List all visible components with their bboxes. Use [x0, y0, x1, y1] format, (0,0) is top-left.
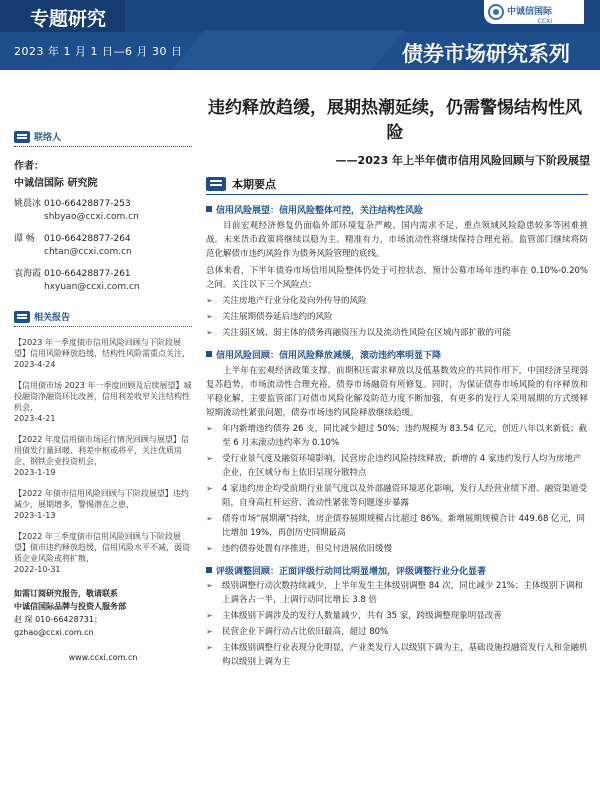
list-item-text: 违约债券处置有序推进，但兑付进展依旧缓慢 [222, 544, 393, 554]
subscription-contact: 赵 琛 010-66428731； [14, 615, 102, 624]
arrow-bullet-icon: ➢ [206, 484, 213, 493]
logo-text-group [507, 0, 552, 25]
list-item-text: 4 家违约房企均受前期行业景气度以及外部融资环境恶化影响，发行人经营业绩下滑、融资渠道受阻，自身高杠杆运营、流动性紧张等问题逐步暴露 [222, 484, 588, 508]
contact-email[interactable]: shbyao@ccxi.com.cn [44, 212, 139, 222]
list-item-text: 关注房地产行业分化及向外传导的风险 [222, 296, 367, 306]
contact-phone: 010-66428877-253 [44, 199, 131, 209]
contact-name: 姚晨冰 [14, 199, 42, 209]
company-logo [484, 0, 584, 24]
contacts-heading-label: 联络人 [34, 133, 62, 143]
section-heading-label: 本期要点 [232, 178, 276, 191]
header-band [0, 0, 600, 70]
logo-sub: CCXI [537, 18, 553, 25]
related-report-text: 【2023 年一季度债市信用风险回顾与下阶段展望】信用风险释放趋缓，结构性风险需重点关注， [14, 338, 190, 358]
list-item [206, 482, 588, 510]
related-report-date: 2023-4-24 [14, 360, 56, 369]
related-report-item[interactable] [14, 531, 192, 575]
header-decoration [155, 30, 405, 70]
key-point-title-text: 评级调整回顾：正面评级行动同比明显增加，评级调整行业分化显著 [216, 567, 487, 577]
page-subtitle: ——2023 年上半年债市信用风险回顾与下阶段展望 [335, 154, 590, 167]
related-report-date: 2023-4-21 [14, 414, 56, 423]
key-point-title-text: 信用风险展望：信用风险整体可控，关注结构性风险 [216, 206, 424, 216]
list-item-text: 关注弱区域、弱主体的债务再融资压力以及流动性风险在区域内部扩散的可能 [222, 328, 512, 338]
arrow-bullet-icon: ➢ [206, 454, 213, 463]
key-point-title [206, 348, 588, 361]
related-heading [14, 310, 192, 327]
page-title: 违约释放趋缓，展期热潮延续，仍需警惕结构性风险 [208, 98, 582, 143]
list-item [206, 310, 588, 324]
arrow-bullet-icon: ➢ [206, 514, 213, 523]
list-item [206, 579, 588, 607]
paragraph: 目前宏观经济修复仍面临外部环境复杂严峻、国内需求不足、重点领域风险隐患较多等困难挑战。未来货币政策将继续以稳为主、精准有力，市场流动性将继续保持合理充裕。监管部门继续将防范化解债市违约风险作为债务风险管理的底线。 [206, 221, 588, 259]
subscription-info [14, 587, 192, 664]
related-report-text: 【2022 年度信用债市场运行情况回顾与展望】信用债发行量回暖、利差中枢或将平，关注优质房企、钢铁企业投资机会， [14, 435, 189, 466]
related-report-date: 2023-1-13 [14, 511, 56, 520]
related-report-text: 【信用债市场 2023 年一季度回顾及后续展望】城投融资净融资环比改善，信用利差收窄关注结构性机会， [14, 381, 192, 412]
related-report-item[interactable] [14, 488, 192, 521]
contact-name: 谭 畅 [14, 234, 35, 244]
contact-phone: 010-66428877-261 [44, 269, 131, 279]
related-report-text: 【2022 年债市信用风险回顾与下阶段展望】违约减少，展期增多，警惕潜在之患， [14, 489, 189, 509]
section-heading [206, 176, 588, 195]
related-report-text: 【2022 年三季度债市信用风险回顾与下阶段展望】债市违约释放趋缓，信用风险水平不减，弱资质企业风险或将扩散， [14, 532, 190, 563]
main-content [206, 176, 588, 669]
sidebar [14, 130, 192, 664]
related-heading-label: 相关报告 [34, 313, 71, 323]
contact-name: 袁海霞 [14, 269, 42, 279]
subscription-line1: 如需订阅研究报告，敬请联系 [14, 589, 118, 598]
arrow-bullet-icon: ➢ [206, 296, 213, 305]
list-item [206, 452, 588, 480]
list-item [206, 326, 588, 340]
list-item-text: 民营企业下调行动占比依旧最高，超过 80% [222, 627, 389, 637]
arrow-bullet-icon: ➢ [206, 312, 213, 321]
logo-text: 中诚信国际 [507, 7, 553, 17]
related-icon [14, 311, 30, 323]
list-item-text: 级别调整行动次数持续减少，上半年发生主体级别调整 84 次，同比减少 21%；主体级别下调和上调各占一半，上调行动同比增长 3.8 倍 [222, 581, 583, 605]
list-item-text: 年内新增违约债券 26 支，同比减少超过 50%；违约规模为 83.54 亿元，创近八年以来新低；截至 6 月末滚动违约率为 0.10% [222, 424, 588, 448]
list-item [206, 625, 588, 639]
contact-email[interactable]: hxyuan@ccxi.com.cn [44, 282, 140, 292]
square-bullet-icon [206, 351, 212, 357]
list-item [206, 294, 588, 308]
key-point-title [206, 203, 588, 216]
authors-org: 中诚信国际 研究院 [14, 178, 98, 189]
related-report-item[interactable] [14, 380, 192, 424]
list-item [206, 422, 588, 450]
list-item-text: 受行业景气度及融资环境影响，民营房企违约风险持续释放，新增的 4 家违约发行人均为房地产企业，在区域分布上依旧呈现分散特点 [222, 454, 582, 478]
related-report-item[interactable] [14, 434, 192, 478]
list-item [206, 512, 588, 540]
list-item [206, 609, 588, 623]
website-link[interactable]: www.ccxi.com.cn [68, 653, 138, 662]
paragraph: 总体来看，下半年债券市场信用风险整体仍处于可控状态，预计公募市场年违约率在 0.10%-0.20%之间。关注以下三个风险点： [206, 266, 588, 290]
key-point-title [206, 564, 588, 577]
subscription-email[interactable]: gzhao@ccxi.com.cn [14, 628, 94, 637]
section-icon [206, 177, 226, 191]
series-title: 专题研究 [30, 8, 107, 30]
contacts-icon [14, 131, 30, 143]
authors-label: 作者： [14, 161, 44, 172]
arrow-bullet-icon: ➢ [206, 643, 213, 652]
contact-email[interactable]: chtan@ccxi.com.cn [44, 247, 132, 257]
arrow-bullet-icon: ➢ [206, 328, 213, 337]
key-point-title-text: 信用风险回顾：信用风险释放减缓，滚动违约率明显下降 [216, 351, 442, 361]
logo-icon [488, 4, 504, 20]
arrow-bullet-icon: ➢ [206, 544, 213, 553]
list-item-text: 主体级别调整行业表现分化明显，产业类发行人以级别下调为主，基础设施投融资发行人和金融机构以级别上调为主 [222, 643, 588, 667]
contact-entry [14, 233, 192, 259]
contacts-heading [14, 130, 192, 147]
arrow-bullet-icon: ➢ [206, 424, 213, 433]
list-item [206, 542, 588, 556]
related-report-date: 2022-10-31 [14, 565, 61, 574]
date-range: 2023 年 1 月 1 日—6 月 30 日 [14, 45, 183, 58]
subscription-line2: 中诚信国际品牌与投资人服务部 [14, 602, 126, 611]
arrow-bullet-icon: ➢ [206, 581, 213, 590]
contact-entry [14, 268, 192, 294]
related-report-item[interactable] [14, 337, 192, 370]
paragraph: 上半年在宏观经济政策支撑、前期积压需求释放以及低基数效应的共同作用下，中国经济呈现弱复苏趋势，市场流动性合理充裕，债券市场融资有所修复。同时，为保证债券市场风险的有序释放和平稳化解，主要监管部门对债市风险化解及防范力度不断加强，有更多的发行人采用展期的方式缓释短期流动性紧张问题，债券市场违约风险释放继续趋缓。 [206, 366, 588, 418]
contact-phone: 010-66428877-264 [44, 234, 131, 244]
report-series-title: 债券市场研究系列 [402, 42, 570, 66]
contact-entry [14, 198, 192, 224]
related-reports [14, 310, 192, 575]
square-bullet-icon [206, 206, 212, 212]
list-item-text: 主体级别下调涉及的发行人数量减少，共有 35 家，跨级调整现象明显改善 [222, 611, 502, 621]
arrow-bullet-icon: ➢ [206, 611, 213, 620]
list-item-text: 债券市场“展期潮”持续，房企债券展期规模占比超过 86%。新增展期规模合计 449.68 亿元，同比增加 19%，再创历史同期最高 [222, 514, 586, 538]
arrow-bullet-icon: ➢ [206, 627, 213, 636]
square-bullet-icon [206, 567, 212, 573]
related-report-date: 2023-1-19 [14, 468, 56, 477]
list-item-text: 关注展期债券延后违约的风险 [222, 312, 333, 322]
list-item [206, 641, 588, 669]
